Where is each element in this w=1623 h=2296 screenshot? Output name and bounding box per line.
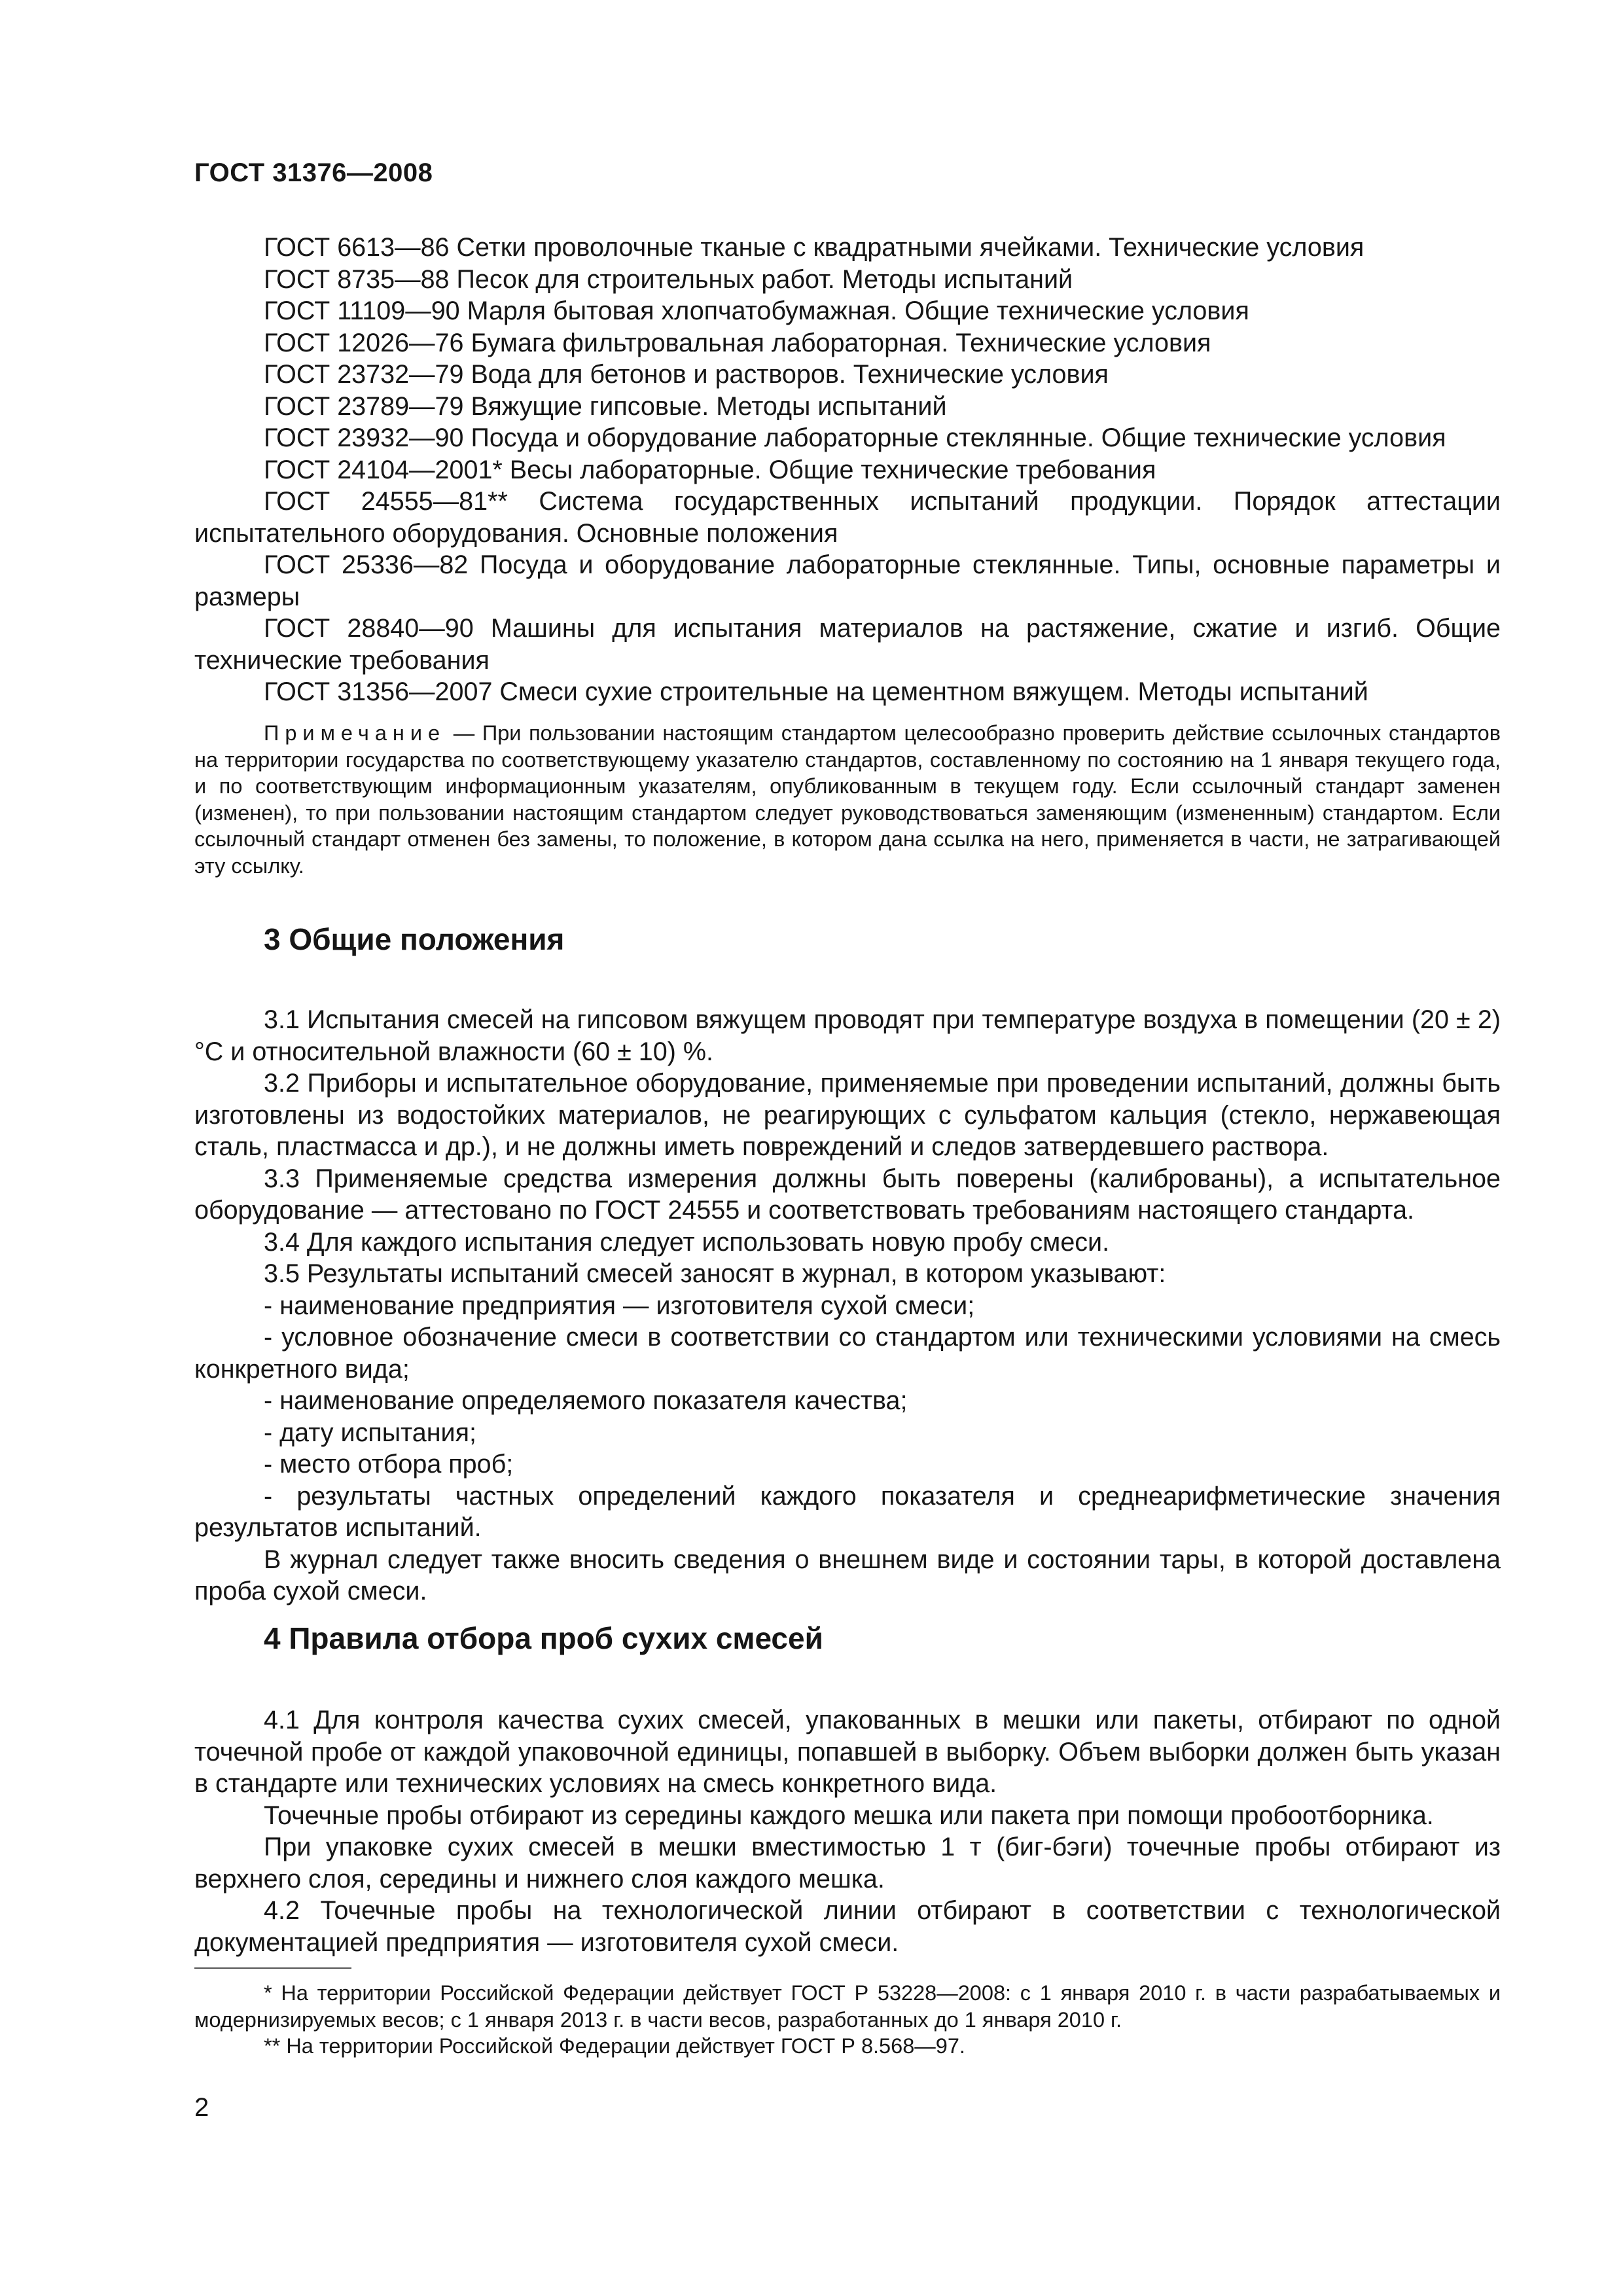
running-header: ГОСТ 31376—2008 <box>194 158 433 187</box>
page-number: 2 <box>194 2093 209 2122</box>
paragraph: При упаковке сухих смесей в мешки вместимостью 1 т (биг-бэги) точечные пробы отбирают из верхнего слоя, середины и нижнего слоя каждого мешка. <box>194 1833 1501 1893</box>
reference-item: ГОСТ 24555—81** Система государственных испытаний продукции. Порядок аттестации испытательного оборудования. Основные положения <box>194 487 1501 548</box>
section-3-body <box>194 1004 1501 1607</box>
list-item: - место отбора проб; <box>264 1450 514 1479</box>
note-label: Примечание <box>264 721 446 745</box>
paragraph: 4.1 Для контроля качества сухих смесей, упакованных в мешки или пакеты, отбирают по одной точечной пробе от каждой упаковочной единицы, попавшей в выборку. Объем выборки должен быть указан в стандарте или технических условиях на смесь конкретного вида. <box>194 1706 1501 1798</box>
paragraph: 3.2 Приборы и испытательное оборудование, применяемые при проведении испытаний, должны быть изготовлены из водостойких материалов, не реагирующих с сульфатом кальция (стекло, нержавеющая сталь, пластмасса и др.), и не должны иметь повреждений и следов затвердевшего раствора. <box>194 1069 1501 1161</box>
reference-item: ГОСТ 12026—76 Бумага фильтровальная лабораторная. Технические условия <box>264 328 1211 357</box>
footnotes <box>194 1980 1501 2060</box>
paragraph: 3.1 Испытания смесей на гипсовом вяжущем проводят при температуре воздуха в помещении (20 ± 2) °С и относительной влажности (60 ± 10) %. <box>194 1005 1501 1066</box>
reference-item: ГОСТ 23789—79 Вяжущие гипсовые. Методы испытаний <box>264 391 947 421</box>
paragraph: 4.2 Точечные пробы на технологической линии отбирают в соответствии с технологической документацией предприятия — изготовителя сухой смеси. <box>194 1896 1501 1957</box>
list-item: - результаты частных определений каждого показателя и среднеарифметические значения результатов испытаний. <box>194 1481 1501 1542</box>
paragraph: 3.4 Для каждого испытания следует использовать новую пробу смеси. <box>264 1227 1110 1257</box>
reference-item: ГОСТ 23732—79 Вода для бетонов и растворов. Технические условия <box>264 360 1109 389</box>
reference-item: ГОСТ 11109—90 Марля бытовая хлопчатобумажная. Общие технические условия <box>264 296 1249 325</box>
reference-item: ГОСТ 24104—2001* Весы лабораторные. Общие технические требования <box>264 455 1156 484</box>
paragraph: 3.5 Результаты испытаний смесей заносят в журнал, в котором указывают: <box>264 1259 1166 1288</box>
paragraph: Точечные пробы отбирают из середины каждого мешка или пакета при помощи пробоотборника. <box>264 1801 1434 1830</box>
section-3-title: 3 Общие положения <box>264 922 565 956</box>
reference-item: ГОСТ 25336—82 Посуда и оборудование лабораторные стеклянные. Типы, основные параметры и размеры <box>194 550 1501 611</box>
reference-item: ГОСТ 8735—88 Песок для строительных работ. Методы испытаний <box>264 264 1073 294</box>
footnote: ** На территории Российской Федерации действует ГОСТ Р 8.568—97. <box>264 2034 965 2058</box>
footnote: * На территории Российской Федерации действует ГОСТ Р 53228—2008: с 1 января 2010 г. в части разрабатываемых и модернизируемых весов; с 1 января 2013 г. в части весов, разработанных до 1 января 2010 г. <box>194 1981 1501 2032</box>
note-block <box>194 720 1501 879</box>
normative-references-list <box>194 232 1501 708</box>
paragraph: 3.3 Применяемые средства измерения должны быть поверены (калиброваны), а испытательное оборудование — аттестовано по ГОСТ 24555 и соответствовать требованиям настоящего стандарта. <box>194 1164 1501 1225</box>
reference-item: ГОСТ 28840—90 Машины для испытания материалов на растяжение, сжатие и изгиб. Общие технические требования <box>194 614 1501 675</box>
paragraph: В журнал следует также вносить сведения о внешнем виде и состоянии тары, в которой доставлена проба сухой смеси. <box>194 1545 1501 1605</box>
note-text: — При пользовании настоящим стандартом целесообразно проверить действие ссылочных стандартов на территории государства по соответствующему указателю стандартов, составленному по состоянию на 1 января текущего года, и по соответствующим информационным указателям, опубликованным в текущем году. Если ссылочный стандарт заменен (изменен), то при пользовании настоящим стандартом следует руководствоваться заменяющим (измененным) стандартом. Если ссылочный стандарт отменен без замены, то положение, в котором дана ссылка на него, применяется в части, не затрагивающей эту ссылку. <box>194 721 1501 878</box>
list-item: - условное обозначение смеси в соответствии со стандартом или техническими условиями на смесь конкретного вида; <box>194 1323 1501 1384</box>
list-item: - дату испытания; <box>264 1418 476 1447</box>
list-item: - наименование предприятия — изготовителя сухой смеси; <box>264 1291 975 1320</box>
section-4-title: 4 Правила отбора проб сухих смесей <box>264 1621 823 1655</box>
reference-item: ГОСТ 23932—90 Посуда и оборудование лабораторные стеклянные. Общие технические условия <box>264 423 1446 452</box>
footnote-divider <box>194 1967 351 1969</box>
reference-item: ГОСТ 31356—2007 Смеси сухие строительные на цементном вяжущем. Методы испытаний <box>264 677 1368 706</box>
list-item: - наименование определяемого показателя качества; <box>264 1386 908 1415</box>
reference-item: ГОСТ 6613—86 Сетки проволочные тканые с квадратными ячейками. Технические условия <box>264 233 1364 262</box>
section-4-body <box>194 1704 1501 1958</box>
